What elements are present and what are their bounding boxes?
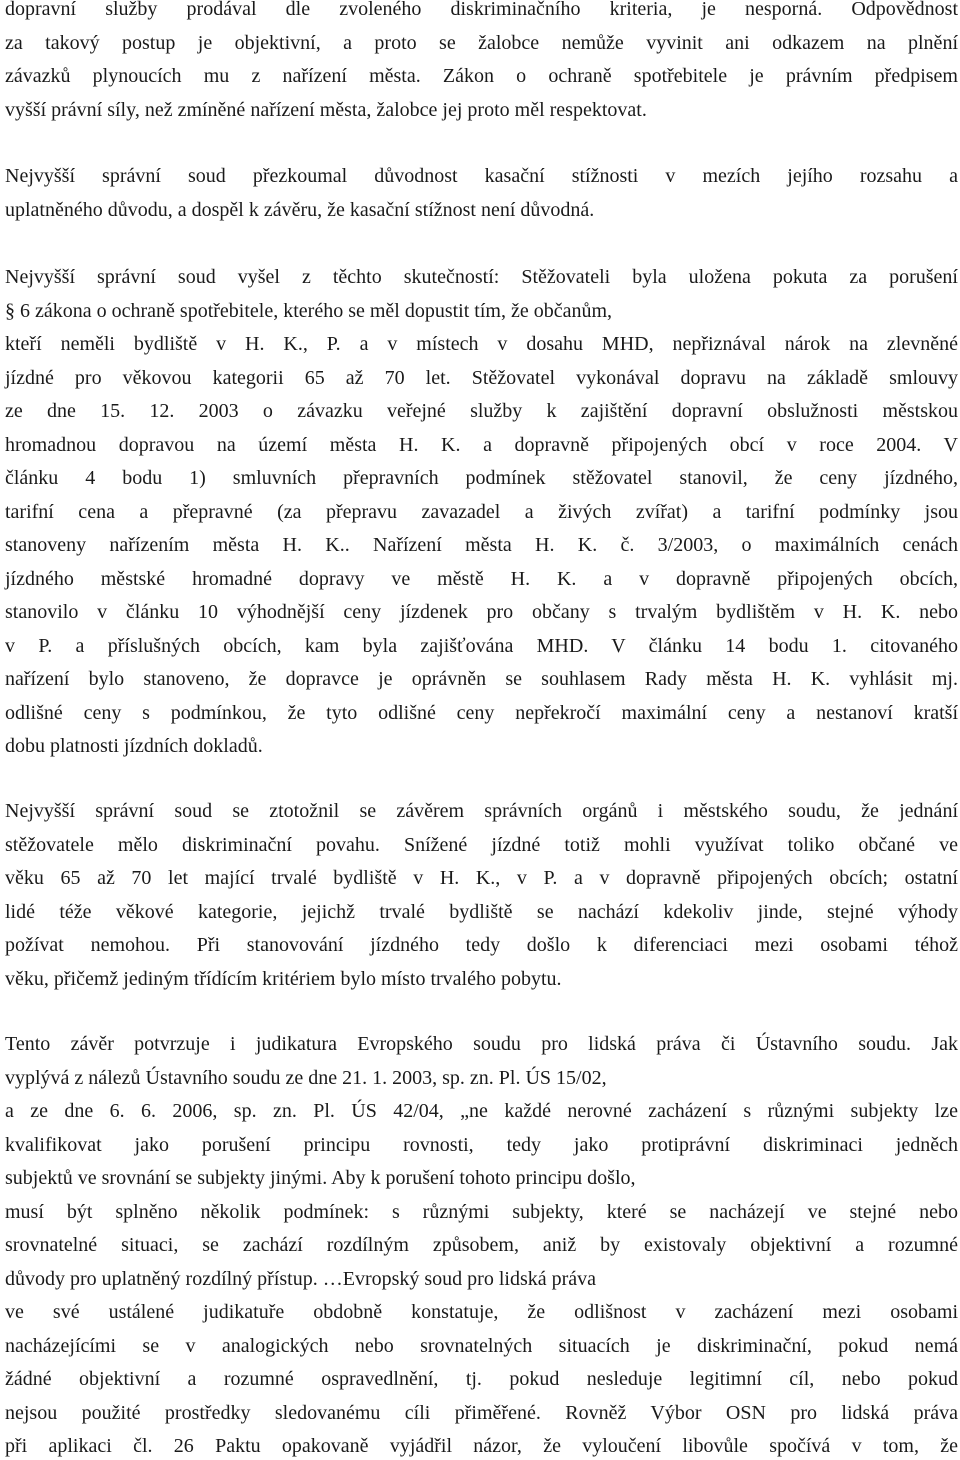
text-line: důvody pro uplatněný rozdílný přístup. …Evropský soud pro lidská práva [5,1267,597,1290]
text-line: kvalifikovat jako porušení principu rovnosti, tedy jako protiprávní diskriminaci jedněch [5,1133,958,1156]
text-line: stanoveny nařízením města H. K.. Nařízení města H. K. č. 3/2003, o maximálních cenách [5,534,958,556]
text-line: § 6 zákona o ochraně spotřebitele, kterého se měl dopustit tím, že občanům, [5,299,613,322]
text-line: musí být splněno několik podmínek: s různými subjekty, které se nacházejí ve stejné nebo [5,1200,958,1223]
text-line: hromadnou dopravou na území města H. K. a dopravně připojených obcí v roce 2004. V [5,433,958,456]
text-line: stěžovatele mělo diskriminační povahu. Snížené jízdné totiž mohli využívat toliko občané ve [5,833,958,856]
text-line: článku 4 bodu 1) smluvních přepravních podmínek stěžovatel stanovil, že ceny jízdného, [5,467,958,489]
text-line: Nejvyšší správní soud vyšel z těchto skutečností: Stěžovateli byla uložena pokuta za porušení [5,266,958,288]
paragraph-court-review [5,160,958,227]
text-line: nejsou použité prostředky sledovanému cíli přiměřené. Rovněž Výbor OSN pro lidská práva [5,1401,958,1424]
text-line: závazků plynoucích mu z nařízení města. Zákon o ochraně spotřebitele je právním předpisem [5,65,958,87]
paragraph-facts [5,261,958,764]
text-line: požívat nemohou. Při stanovování jízdného tedy došlo k diferenciaci mezi osobami téhož [5,934,958,956]
text-line: stanovilo v článku 10 výhodnější ceny jízdenek pro občany s trvalým bydlištěm v H. K. nebo [5,601,958,623]
paragraph-discrimination [5,795,958,996]
text-line: a ze dne 6. 6. 2006, sp. zn. Pl. ÚS 42/04, „ne každé nerovné zacházení s různými subjekty lze [5,1100,958,1122]
text-line: ve své ustálené judikatuře obdobně konstatuje, že odlišnost v zacházení mezi osobami [5,1301,958,1323]
paragraph-liability [5,0,958,127]
text-line: jízdného městské hromadné dopravy ve městě H. K. a v dopravně připojených obcích, [5,567,958,590]
text-line: věku 65 až 70 let mající trvalé bydliště v H. K., v P. a v dopravně připojených obcích; ostatní [5,867,958,889]
text-line: jízdné pro věkovou kategorii 65 až 70 let. Stěžovatel vykonával dopravu na základě smlouvy [5,366,958,389]
text-line: vyšší právní síly, než zmíněné nařízení města, žalobce jej proto měl respektovat. [5,98,647,121]
text-line: Tento závěr potvrzuje i judikatura Evropského soudu pro lidská práva či Ústavního soudu. Jak [5,1033,958,1055]
text-line: při aplikaci čl. 26 Paktu opakovaně vyjádřil názor, že vyloučení libovůle spočívá v tom, že [5,1435,958,1457]
text-line: lidé téže věkové kategorie, jejichž trvalé bydliště se nachází kdekoliv jinde, stejné výhody [5,900,958,923]
text-line: dopravní služby prodával dle zvoleného diskriminačního kriteria, je nesporná. Odpovědnost [5,0,958,20]
text-line: věku, přičemž jediným třídícím kritériem bylo místo trvalého pobytu. [5,967,562,990]
text-line: srovnatelné situaci, se zachází rozdílným způsobem, aniž by existovaly objektivní a rozumné [5,1234,958,1256]
text-line: odlišné ceny s podmínkou, že tyto odlišné ceny nepřekročí maximální ceny a nestanoví kratší [5,701,958,724]
text-line: v P. a příslušných obcích, kam byla zajišťována MHD. V článku 14 bodu 1. citovaného [5,634,958,657]
text-line: dobu platnosti jízdních dokladů. [5,735,263,757]
text-line: nacházejícími se v analogických nebo srovnatelných situacích je diskriminační, pokud nemá [5,1334,958,1357]
text-line: Nejvyšší správní soud přezkoumal důvodnost kasační stížnosti v mezích jejího rozsahu a [5,165,958,187]
text-line: za takový postup je objektivní, a proto se žalobce nemůže vyvinit ani odkazem na plnění [5,31,958,54]
text-line: Nejvyšší správní soud se ztotožnil se závěrem správních orgánů i městského soudu, že jednání [5,800,958,822]
text-line: uplatněného důvodu, a dospěl k závěru, že kasační stížnost není důvodná. [5,198,595,221]
paragraph-case-law [5,1028,958,1460]
text-line: vyplývá z nálezů Ústavního soudu ze dne 21. 1. 2003, sp. zn. Pl. ÚS 15/02, [5,1066,607,1089]
text-line: kteří neměli bydliště v H. K., P. a v místech v dosahu MHD, nepřiznával nárok na zlevněné [5,333,958,355]
text-line: nařízení bylo stanoveno, že dopravce je oprávněn se souhlasem Rady města H. K. vyhlásit mj. [5,668,958,690]
text-line: subjektů ve srovnání se subjekty jinými. Aby k porušení tohoto principu došlo, [5,1167,636,1189]
text-line: ze dne 15. 12. 2003 o závazku veřejné služby k zajištění dopravní obslužnosti městskou [5,400,958,422]
text-line: tarifní cena a přepravné (za přepravu zavazadel a živých zvířat) a tarifní podmínky jsou [5,500,958,523]
text-line: žádné objektivní a rozumné ospravedlnění, tj. pokud nesleduje legitimní cíl, nebo pokud [5,1368,958,1390]
